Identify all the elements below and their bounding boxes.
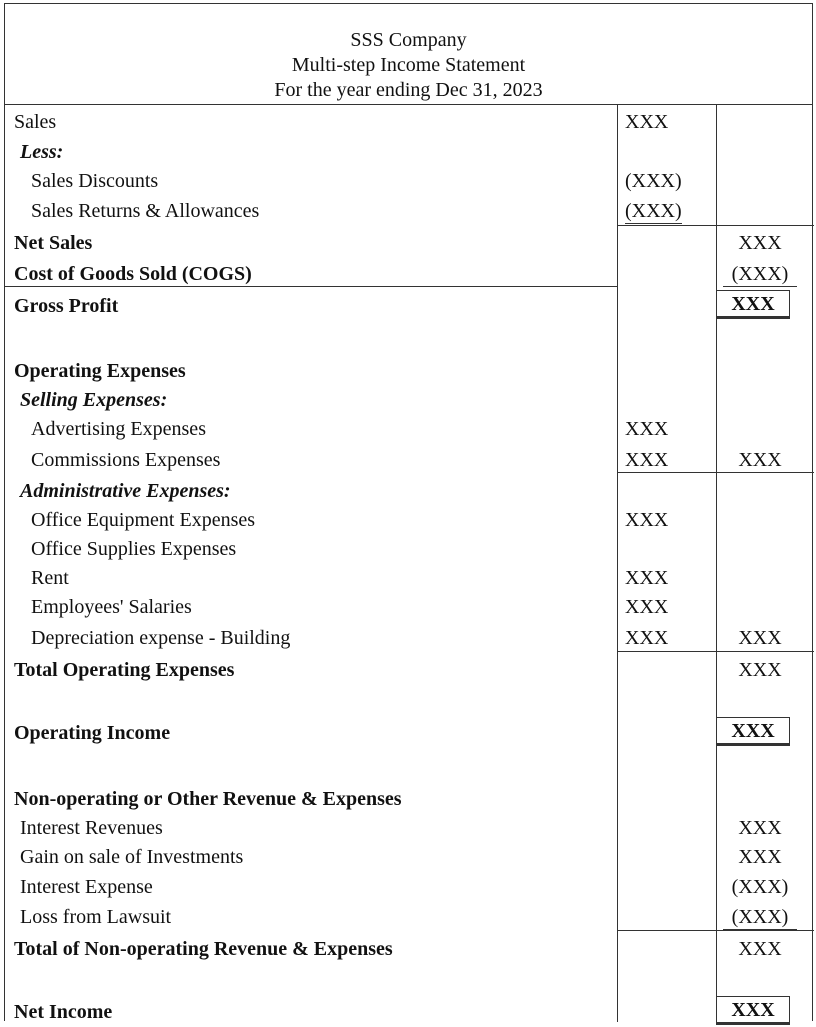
row-label: Total of Non-operating Revenue & Expenses bbox=[14, 938, 393, 960]
table-row-less bbox=[5, 138, 812, 167]
row-label: Less: bbox=[20, 141, 64, 163]
row-label: Depreciation expense - Building bbox=[31, 627, 291, 649]
table-row-commissions bbox=[5, 446, 812, 475]
row-value-subtotal: XXX bbox=[625, 596, 669, 618]
table-row-interest-revenues bbox=[5, 814, 812, 843]
row-label: Selling Expenses: bbox=[20, 389, 168, 411]
row-label: Sales bbox=[14, 111, 57, 133]
table-row-net-sales bbox=[5, 229, 812, 258]
table-row-sales-discounts bbox=[5, 167, 812, 196]
row-label: Gain on sale of Investments bbox=[20, 846, 244, 868]
row-value-subtotal: XXX bbox=[625, 418, 669, 440]
table-row-advertising bbox=[5, 415, 812, 444]
table-row-cogs bbox=[5, 260, 812, 289]
table-row-rent bbox=[5, 564, 812, 593]
row-label: Commissions Expenses bbox=[31, 449, 221, 471]
row-value-total: XXX bbox=[738, 659, 782, 681]
row-value-total-boxed: XXX bbox=[716, 996, 790, 1025]
row-value-subtotal: XXX bbox=[625, 567, 669, 589]
row-value-total: (XXX) bbox=[723, 263, 797, 287]
row-label: Total Operating Expenses bbox=[14, 659, 235, 681]
row-value-total: XXX bbox=[738, 846, 782, 868]
company-name: SSS Company bbox=[350, 29, 467, 51]
row-label: Sales Returns & Allowances bbox=[31, 200, 260, 222]
row-label: Gross Profit bbox=[14, 295, 119, 317]
row-value-total: XXX bbox=[738, 449, 782, 471]
table-row-selling-expenses bbox=[5, 386, 812, 415]
row-label: Office Supplies Expenses bbox=[31, 538, 237, 560]
row-label: Interest Revenues bbox=[20, 817, 163, 839]
row-value-subtotal: XXX bbox=[625, 627, 669, 649]
row-value-total: XXX bbox=[738, 817, 782, 839]
statement-period: For the year ending Dec 31, 2023 bbox=[274, 79, 543, 101]
table-row-gain-investments bbox=[5, 843, 812, 872]
row-label: Cost of Goods Sold (COGS) bbox=[14, 263, 252, 285]
row-label: Rent bbox=[31, 567, 69, 589]
table-row-nonoperating bbox=[5, 785, 812, 814]
statement-header bbox=[5, 4, 812, 105]
table-row-administrative-expenses bbox=[5, 477, 812, 506]
row-label: Net Income bbox=[14, 1001, 113, 1023]
row-value-total: XXX bbox=[738, 232, 782, 254]
row-label: Operating Expenses bbox=[14, 360, 186, 382]
row-label: Office Equipment Expenses bbox=[31, 509, 256, 531]
table-row-lawsuit-loss bbox=[5, 903, 812, 932]
row-label: Advertising Expenses bbox=[31, 418, 206, 440]
table-row-office-equipment bbox=[5, 506, 812, 535]
row-label: Net Sales bbox=[14, 232, 93, 254]
row-value-total-boxed: XXX bbox=[716, 717, 790, 746]
row-value-subtotal: (XXX) bbox=[625, 200, 682, 222]
row-value-total: (XXX) bbox=[723, 906, 797, 930]
table-row-operating-expenses bbox=[5, 357, 812, 386]
table-row-sales bbox=[5, 108, 812, 137]
table-row-sales-returns bbox=[5, 197, 812, 226]
row-label: Employees' Salaries bbox=[31, 596, 192, 618]
table-row-total-nonoperating bbox=[5, 935, 812, 964]
row-value-total-boxed: XXX bbox=[716, 290, 790, 319]
table-row-total-operating bbox=[5, 656, 812, 685]
row-value-total: XXX bbox=[738, 627, 782, 649]
row-value-subtotal: XXX bbox=[625, 509, 669, 531]
table-row-net-income bbox=[5, 998, 812, 1027]
row-label: Loss from Lawsuit bbox=[20, 906, 172, 928]
row-label: Administrative Expenses: bbox=[20, 480, 231, 502]
table-row-depreciation bbox=[5, 624, 812, 653]
table-row-office-supplies bbox=[5, 535, 812, 564]
row-value-total: (XXX) bbox=[731, 876, 789, 898]
row-value-subtotal: XXX bbox=[625, 111, 669, 133]
row-value-subtotal: XXX bbox=[625, 449, 669, 471]
income-statement-sheet bbox=[4, 3, 813, 1021]
row-label: Non-operating or Other Revenue & Expenses bbox=[14, 788, 402, 810]
row-label: Sales Discounts bbox=[31, 170, 159, 192]
row-value-subtotal: (XXX) bbox=[625, 170, 682, 192]
table-row-operating-income bbox=[5, 719, 812, 748]
row-label: Operating Income bbox=[14, 722, 171, 744]
table-row-gross-profit bbox=[5, 292, 812, 321]
row-label: Interest Expense bbox=[20, 876, 153, 898]
statement-title: Multi-step Income Statement bbox=[291, 54, 526, 76]
row-value-total: XXX bbox=[738, 938, 782, 960]
table-row-salaries bbox=[5, 593, 812, 622]
table-row-interest-expense bbox=[5, 873, 812, 902]
